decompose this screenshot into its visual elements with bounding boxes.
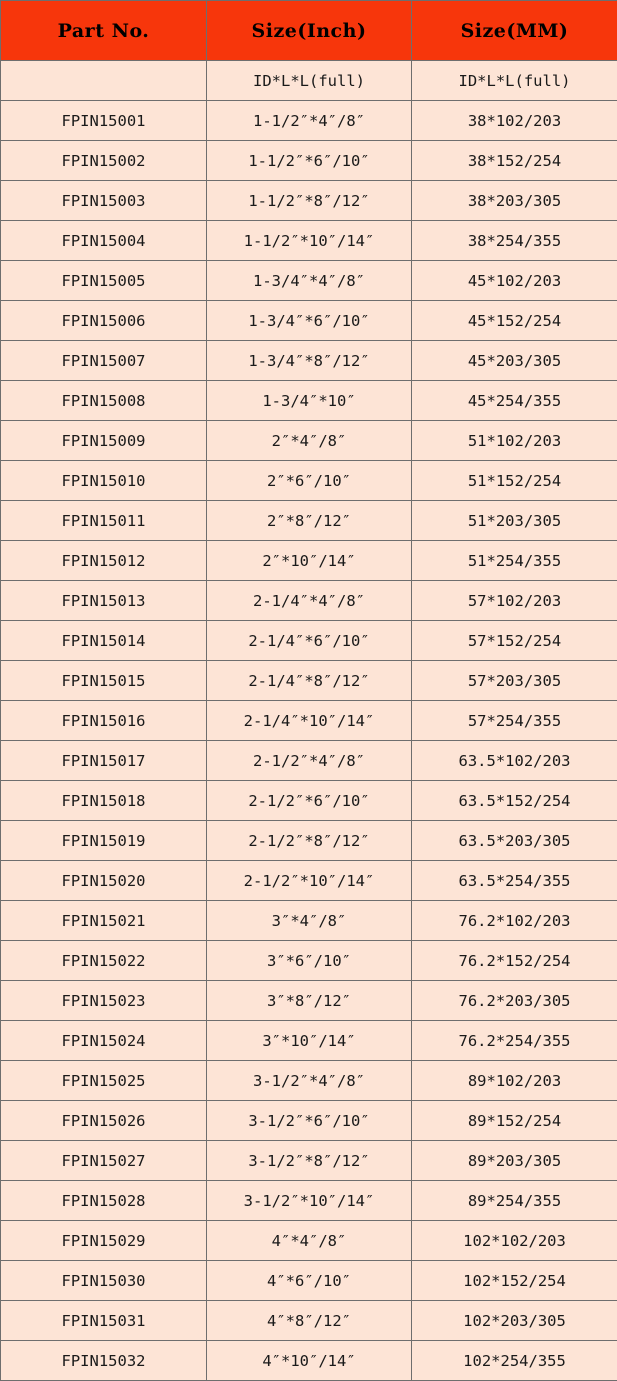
table-row [1, 381, 617, 421]
cell-size-inch: 3-1/2″*10″/14″ [207, 1181, 412, 1221]
cell-size-inch: 2-1/2″*8″/12″ [207, 821, 412, 861]
table-row [1, 341, 617, 381]
cell-size-mm: 63.5*203/305 [412, 821, 617, 861]
table-row [1, 1141, 617, 1181]
table-row [1, 1181, 617, 1221]
cell-size-inch: 2″*10″/14″ [207, 541, 412, 581]
table-row [1, 941, 617, 981]
cell-size-mm: 89*102/203 [412, 1061, 617, 1101]
cell-part-no: FPIN15026 [1, 1101, 207, 1141]
table-row [1, 1341, 617, 1381]
cell-size-mm: 63.5*102/203 [412, 741, 617, 781]
cell-size-inch: 3-1/2″*8″/12″ [207, 1141, 412, 1181]
cell-size-inch: 3-1/2″*4″/8″ [207, 1061, 412, 1101]
table-row [1, 181, 617, 221]
cell-part-no: FPIN15018 [1, 781, 207, 821]
cell-part-no: FPIN15017 [1, 741, 207, 781]
cell-size-inch: 4″*4″/8″ [207, 1221, 412, 1261]
table-row [1, 461, 617, 501]
cell-size-inch: 2″*8″/12″ [207, 501, 412, 541]
table-row [1, 581, 617, 621]
cell-part-no: FPIN15010 [1, 461, 207, 501]
cell-size-mm: 51*254/355 [412, 541, 617, 581]
cell-size-mm: 76.2*254/355 [412, 1021, 617, 1061]
cell-size-inch: 2-1/4″*4″/8″ [207, 581, 412, 621]
subheader-row [1, 61, 617, 101]
cell-size-inch: 1-3/4″*6″/10″ [207, 301, 412, 341]
cell-size-mm: 76.2*203/305 [412, 981, 617, 1021]
cell-size-inch: 3″*8″/12″ [207, 981, 412, 1021]
cell-size-inch: 1-3/4″*10″ [207, 381, 412, 421]
table-body [1, 61, 617, 1381]
table-row [1, 301, 617, 341]
cell-part-no: FPIN15020 [1, 861, 207, 901]
cell-size-inch: 2-1/4″*10″/14″ [207, 701, 412, 741]
cell-size-mm: 45*152/254 [412, 301, 617, 341]
cell-size-mm: 102*203/305 [412, 1301, 617, 1341]
cell-size-inch: 1-3/4″*8″/12″ [207, 341, 412, 381]
cell-size-mm: 63.5*152/254 [412, 781, 617, 821]
table-row [1, 1061, 617, 1101]
table-row [1, 501, 617, 541]
subheader-part-no [1, 61, 207, 101]
table-row [1, 1101, 617, 1141]
cell-size-mm: 102*152/254 [412, 1261, 617, 1301]
cell-part-no: FPIN15005 [1, 261, 207, 301]
table-row [1, 141, 617, 181]
table-row [1, 1261, 617, 1301]
cell-size-inch: 1-1/2″*8″/12″ [207, 181, 412, 221]
cell-part-no: FPIN15019 [1, 821, 207, 861]
header-row [1, 1, 617, 61]
cell-part-no: FPIN15014 [1, 621, 207, 661]
cell-size-mm: 51*203/305 [412, 501, 617, 541]
cell-size-mm: 38*203/305 [412, 181, 617, 221]
cell-size-mm: 45*102/203 [412, 261, 617, 301]
cell-part-no: FPIN15012 [1, 541, 207, 581]
cell-part-no: FPIN15021 [1, 901, 207, 941]
table-row [1, 661, 617, 701]
table-row [1, 541, 617, 581]
cell-size-mm: 51*152/254 [412, 461, 617, 501]
cell-part-no: FPIN15003 [1, 181, 207, 221]
table-row [1, 1021, 617, 1061]
cell-size-inch: 4″*8″/12″ [207, 1301, 412, 1341]
cell-size-mm: 57*203/305 [412, 661, 617, 701]
cell-part-no: FPIN15006 [1, 301, 207, 341]
cell-size-mm: 63.5*254/355 [412, 861, 617, 901]
table-row [1, 421, 617, 461]
cell-size-inch: 3″*6″/10″ [207, 941, 412, 981]
cell-size-inch: 2-1/4″*6″/10″ [207, 621, 412, 661]
cell-part-no: FPIN15009 [1, 421, 207, 461]
subheader-size-mm: ID*L*L(full) [412, 61, 617, 101]
cell-size-inch: 2-1/2″*6″/10″ [207, 781, 412, 821]
cell-part-no: FPIN15022 [1, 941, 207, 981]
table-row [1, 621, 617, 661]
cell-part-no: FPIN15023 [1, 981, 207, 1021]
cell-size-mm: 57*254/355 [412, 701, 617, 741]
table-row [1, 1301, 617, 1341]
table-row [1, 901, 617, 941]
cell-size-mm: 89*152/254 [412, 1101, 617, 1141]
cell-part-no: FPIN15031 [1, 1301, 207, 1341]
cell-part-no: FPIN15001 [1, 101, 207, 141]
table-row [1, 1221, 617, 1261]
cell-size-mm: 76.2*152/254 [412, 941, 617, 981]
cell-part-no: FPIN15015 [1, 661, 207, 701]
cell-size-inch: 1-1/2″*4″/8″ [207, 101, 412, 141]
cell-size-mm: 89*203/305 [412, 1141, 617, 1181]
cell-size-mm: 38*102/203 [412, 101, 617, 141]
cell-size-mm: 57*102/203 [412, 581, 617, 621]
cell-size-inch: 3-1/2″*6″/10″ [207, 1101, 412, 1141]
cell-part-no: FPIN15024 [1, 1021, 207, 1061]
table-row [1, 861, 617, 901]
cell-part-no: FPIN15004 [1, 221, 207, 261]
header-size-mm: Size(MM) [412, 1, 617, 61]
table-row [1, 741, 617, 781]
cell-size-inch: 1-3/4″*4″/8″ [207, 261, 412, 301]
cell-size-mm: 89*254/355 [412, 1181, 617, 1221]
cell-size-mm: 57*152/254 [412, 621, 617, 661]
cell-part-no: FPIN15025 [1, 1061, 207, 1101]
cell-part-no: FPIN15032 [1, 1341, 207, 1381]
cell-size-mm: 38*152/254 [412, 141, 617, 181]
header-part-no: Part No. [1, 1, 207, 61]
cell-part-no: FPIN15013 [1, 581, 207, 621]
cell-size-inch: 2-1/4″*8″/12″ [207, 661, 412, 701]
cell-size-mm: 45*203/305 [412, 341, 617, 381]
cell-part-no: FPIN15030 [1, 1261, 207, 1301]
table-row [1, 981, 617, 1021]
cell-part-no: FPIN15028 [1, 1181, 207, 1221]
table-row [1, 701, 617, 741]
cell-size-inch: 3″*10″/14″ [207, 1021, 412, 1061]
subheader-size-inch: ID*L*L(full) [207, 61, 412, 101]
cell-size-inch: 2″*6″/10″ [207, 461, 412, 501]
table-header [1, 1, 617, 61]
cell-size-mm: 76.2*102/203 [412, 901, 617, 941]
cell-size-inch: 2-1/2″*10″/14″ [207, 861, 412, 901]
table-row [1, 781, 617, 821]
cell-size-mm: 45*254/355 [412, 381, 617, 421]
cell-size-inch: 2″*4″/8″ [207, 421, 412, 461]
cell-size-inch: 1-1/2″*6″/10″ [207, 141, 412, 181]
cell-size-inch: 3″*4″/8″ [207, 901, 412, 941]
cell-size-inch: 1-1/2″*10″/14″ [207, 221, 412, 261]
cell-size-inch: 4″*10″/14″ [207, 1341, 412, 1381]
cell-size-mm: 102*254/355 [412, 1341, 617, 1381]
cell-size-mm: 102*102/203 [412, 1221, 617, 1261]
table-row [1, 261, 617, 301]
cell-size-mm: 51*102/203 [412, 421, 617, 461]
table-row [1, 221, 617, 261]
cell-part-no: FPIN15011 [1, 501, 207, 541]
cell-size-mm: 38*254/355 [412, 221, 617, 261]
table-row [1, 821, 617, 861]
cell-part-no: FPIN15008 [1, 381, 207, 421]
cell-part-no: FPIN15002 [1, 141, 207, 181]
cell-size-inch: 2-1/2″*4″/8″ [207, 741, 412, 781]
cell-size-inch: 4″*6″/10″ [207, 1261, 412, 1301]
table-row [1, 101, 617, 141]
header-size-inch: Size(Inch) [207, 1, 412, 61]
cell-part-no: FPIN15027 [1, 1141, 207, 1181]
cell-part-no: FPIN15016 [1, 701, 207, 741]
cell-part-no: FPIN15007 [1, 341, 207, 381]
cell-part-no: FPIN15029 [1, 1221, 207, 1261]
